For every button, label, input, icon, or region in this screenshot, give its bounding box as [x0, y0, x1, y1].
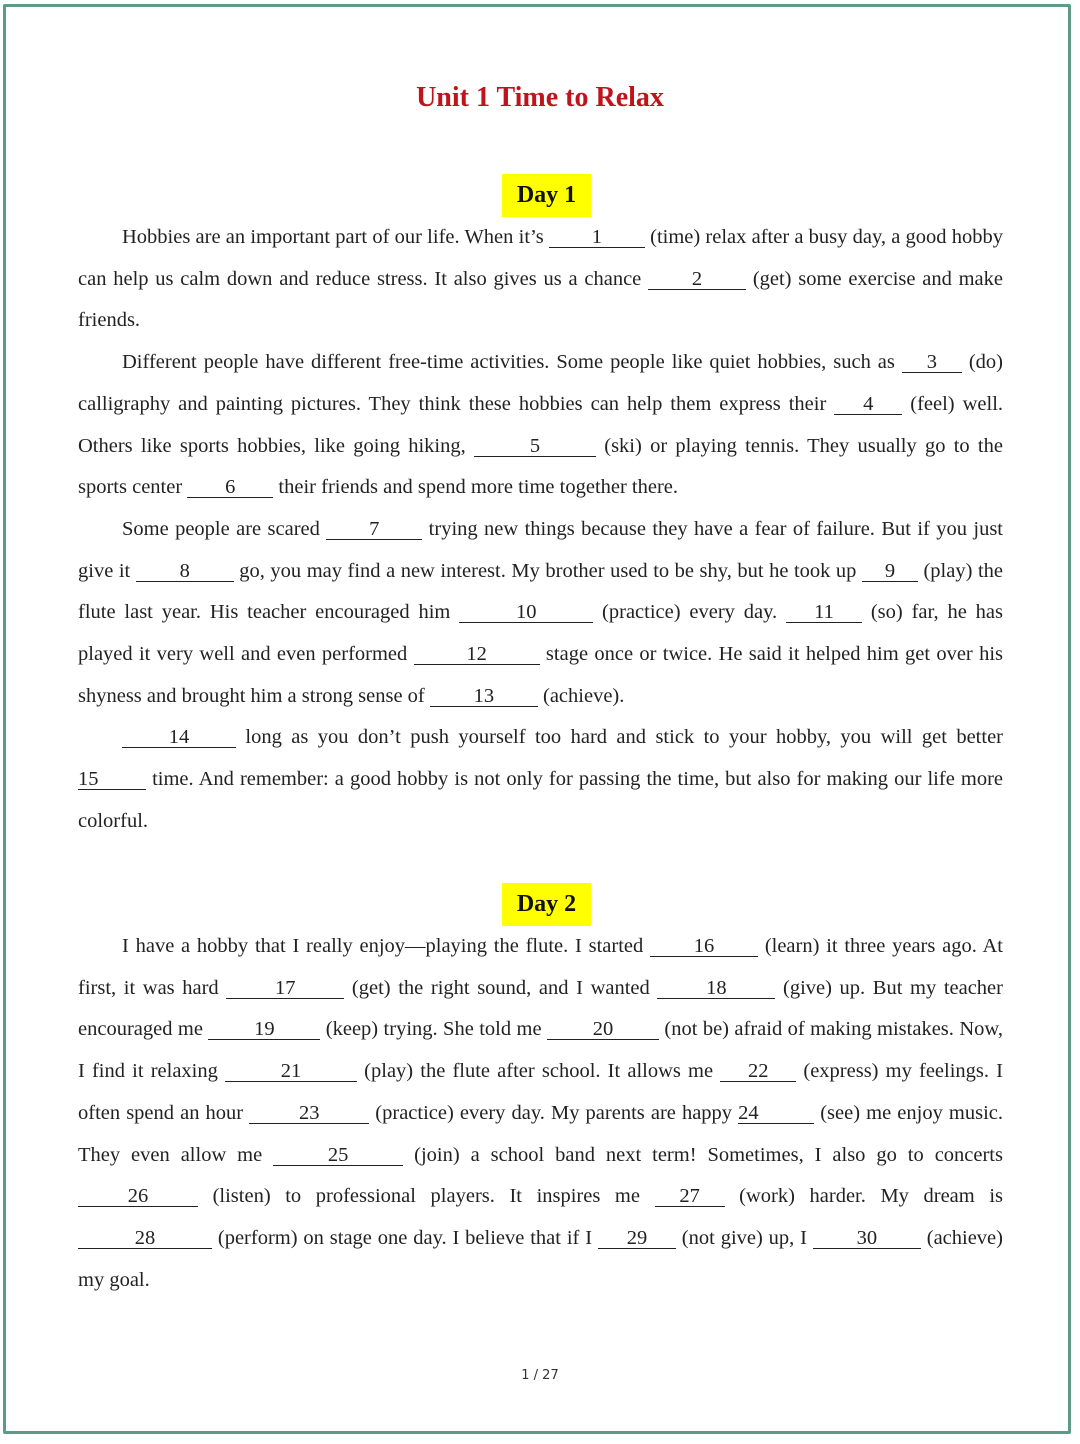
blank-1[interactable]: 1: [549, 227, 645, 248]
passage-text: (ski) or playing tennis. They usually go to the sports center: [78, 434, 1003, 499]
passage-text: (feel) well. Others like sports hobbies, like going hiking,: [78, 392, 1004, 457]
day-2-heading: Day 2: [502, 883, 591, 926]
passage-text: (see) me enjoy music. They even allow me: [78, 1101, 1003, 1166]
blank-26[interactable]: 26: [78, 1186, 198, 1207]
passage-text: long as you don’t push yourself too hard and stick to your hobby, you will get better: [236, 726, 1003, 749]
passage-text: (not give) up, I: [675, 1226, 813, 1249]
passage-text: (perform) on stage one day. I believe that if I: [212, 1226, 598, 1249]
blank-12[interactable]: 12: [414, 644, 540, 665]
blank-17[interactable]: 17: [226, 978, 344, 999]
passage-text: (practice) every day.: [593, 601, 787, 624]
passage-text: (get) some exercise and make friends.: [78, 267, 1003, 332]
passage-text: go, you may find a new interest. My brother used to be shy, but he took up: [233, 559, 862, 582]
day-2-passage: [78, 926, 1003, 1301]
passage-text: Hobbies are an important part of our life. When it’s: [122, 226, 549, 248]
day-1-heading: Day 1: [502, 174, 591, 217]
blank-28[interactable]: 28: [78, 1228, 212, 1249]
blank-29[interactable]: 29: [598, 1228, 676, 1249]
passage-text: (play) the flute after school. It allows me: [357, 1060, 721, 1083]
passage-text: stage once or twice. He said it helped him get over his shyness and brought him a strong sense of: [78, 643, 1003, 707]
blank-20[interactable]: 20: [547, 1019, 659, 1040]
blank-7[interactable]: 7: [326, 519, 422, 540]
document-title: Unit 1 Time to Relax: [416, 82, 664, 113]
passage-text: (do) calligraphy and painting pictures. They think these hobbies can help them express their: [78, 351, 1004, 415]
blank-13[interactable]: 13: [430, 686, 538, 707]
passage-text: Some people are scared: [122, 517, 327, 540]
passage-text: trying new things because they have a fear of failure. But if you just give it: [78, 517, 1003, 582]
passage-text: (express) my feelings. I often spend an hour: [78, 1060, 1003, 1124]
passage-text: I have a hobby that I really enjoy—playing the flute. I started: [122, 935, 651, 957]
passage-text: (time) relax after a busy day, a good hobby can help us calm down and reduce stress. It also gives us a chance: [78, 226, 1003, 290]
blank-11[interactable]: 11: [786, 602, 862, 623]
paragraph: [78, 217, 1003, 342]
passage-text: (so) far, he has played it very well and even performed: [78, 601, 1003, 666]
blank-10[interactable]: 10: [459, 602, 593, 623]
blank-16[interactable]: 16: [650, 936, 758, 957]
passage-text: Different people have different free-time activities. Some people like quiet hobbies, such as: [122, 351, 902, 374]
blank-5[interactable]: 5: [474, 436, 596, 457]
passage-text: their friends and spend more time together there.: [273, 476, 679, 499]
blank-4[interactable]: 4: [834, 394, 902, 415]
paragraph: [78, 509, 1003, 718]
blank-23[interactable]: 23: [249, 1103, 369, 1124]
passage-text: (keep) trying. She told me: [320, 1018, 547, 1041]
passage-text: (achieve).: [537, 684, 625, 707]
blank-14[interactable]: 14: [122, 727, 236, 748]
passage-text: (give) up. But my teacher encouraged me: [78, 976, 1003, 1041]
blank-3[interactable]: 3: [902, 352, 962, 373]
blank-19[interactable]: 19: [208, 1019, 320, 1040]
blank-9[interactable]: 9: [862, 561, 918, 582]
paragraph: [78, 717, 1003, 842]
blank-25[interactable]: 25: [273, 1145, 403, 1166]
blank-8[interactable]: 8: [136, 561, 234, 582]
blank-21[interactable]: 21: [225, 1061, 357, 1082]
passage-text: time. And remember: a good hobby is not only for passing the time, but also for making our life more colorful.: [78, 768, 1003, 832]
day-1-passage: [78, 217, 1003, 843]
blank-30[interactable]: 30: [813, 1228, 921, 1249]
blank-6[interactable]: 6: [187, 477, 273, 498]
paragraph: [78, 926, 1003, 1301]
blank-22[interactable]: 22: [720, 1061, 796, 1082]
blank-18[interactable]: 18: [657, 978, 775, 999]
passage-text: (achieve) my goal.: [78, 1226, 1003, 1291]
paragraph: [78, 342, 1003, 509]
passage-text: (work) harder. My dream is: [724, 1185, 1003, 1208]
passage-text: (learn) it three years ago. At first, it was hard: [78, 935, 1003, 999]
passage-text: (play) the flute last year. His teacher encouraged him: [78, 559, 1003, 624]
blank-15[interactable]: 15: [78, 769, 146, 790]
passage-text: (practice) every day. My parents are happy: [369, 1101, 739, 1124]
blank-24[interactable]: 24: [738, 1103, 814, 1124]
passage-text: (join) a school band next term! Sometimes, I also go to concerts: [403, 1143, 1003, 1166]
passage-text: (not be) afraid of making mistakes. Now, I find it relaxing: [78, 1018, 1003, 1083]
blank-2[interactable]: 2: [648, 269, 746, 290]
passage-text: (listen) to professional players. It inspires me: [198, 1185, 655, 1208]
page-indicator: 1 / 27: [521, 1368, 559, 1383]
blank-27[interactable]: 27: [655, 1186, 725, 1207]
passage-text: (get) the right sound, and I wanted: [344, 976, 658, 999]
